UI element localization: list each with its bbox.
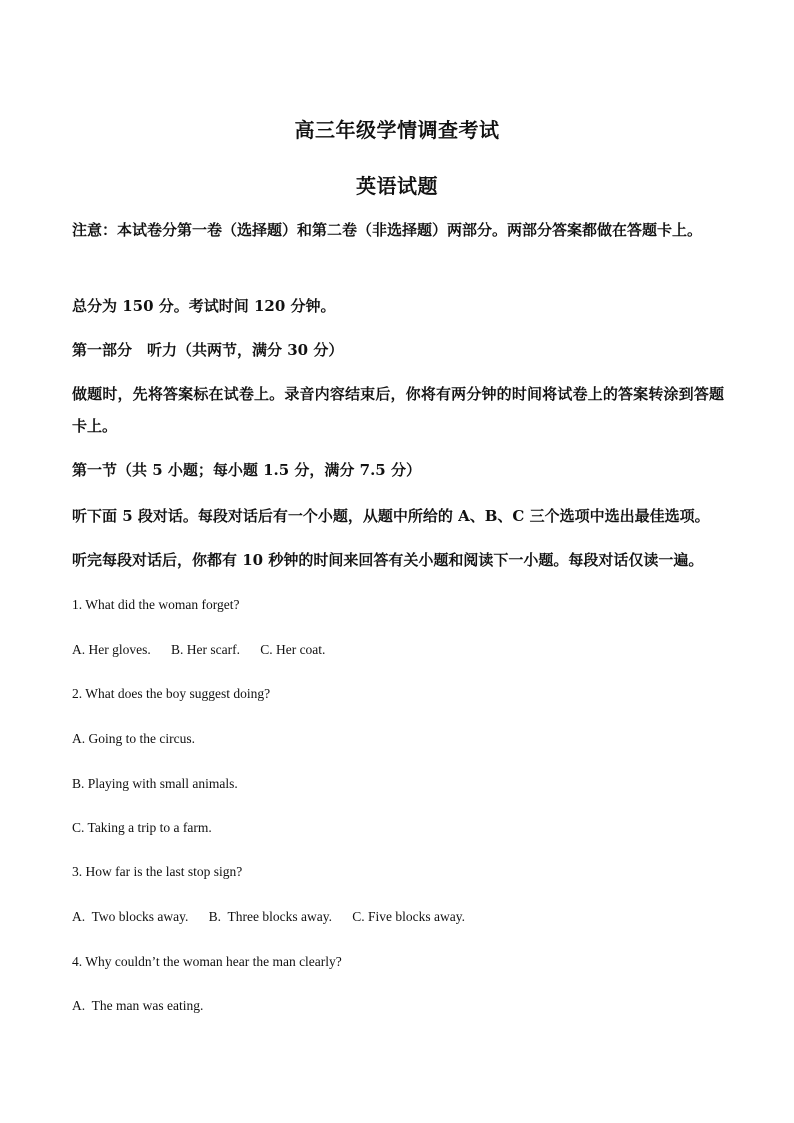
question-1-stem: 1. What did the woman forget? (72, 597, 240, 612)
question-2-option-c: C. Taking a trip to a farm. (72, 820, 212, 835)
section1-directions-1: 听下面 5 段对话。每段对话后有一个小题，从题中所给的 A、B、C 三个选项中选出最佳选项。 (72, 507, 710, 525)
section1-heading: 第一节（共 5 小题；每小题 1.5 分，满分 7.5 分） (72, 461, 421, 479)
question-3-options: A. Two blocks away. B. Three blocks away. C. Five blocks away. (72, 909, 465, 924)
question-2-option-b: B. Playing with small animals. (72, 776, 238, 791)
question-4-option-a: A. The man was eating. (72, 998, 204, 1013)
part1-heading: 第一部分 听力（共两节，满分 30 分） (72, 341, 344, 359)
section1-directions-2: 听完每段对话后，你都有 10 秒钟的时间来回答有关小题和阅读下一小题。每段对话仅读一遍。 (72, 551, 704, 569)
exam-title: 高三年级学情调查考试 (294, 118, 500, 142)
question-1-options: A. Her gloves. B. Her scarf. C. Her coat. (72, 642, 326, 657)
question-3-stem: 3. How far is the last stop sign? (72, 864, 243, 879)
question-2-option-a: A. Going to the circus. (72, 731, 195, 746)
notice-paragraph: 注意：本试卷分第一卷（选择题）和第二卷（非选择题）两部分。两部分答案都做在答题卡上。 (72, 221, 703, 239)
question-4-stem: 4. Why couldn’t the woman hear the man clearly? (72, 954, 342, 969)
question-2-stem: 2. What does the boy suggest doing? (72, 686, 271, 701)
score-time-line: 总分为 150 分。考试时间 120 分钟。 (72, 297, 336, 315)
exam-subtitle: 英语试题 (356, 174, 438, 198)
part1-directions: 做题时，先将答案标在试卷上。录音内容结束后，你将有两分钟的时间将试卷上的答案转涂到答题卡上。 (72, 385, 724, 435)
